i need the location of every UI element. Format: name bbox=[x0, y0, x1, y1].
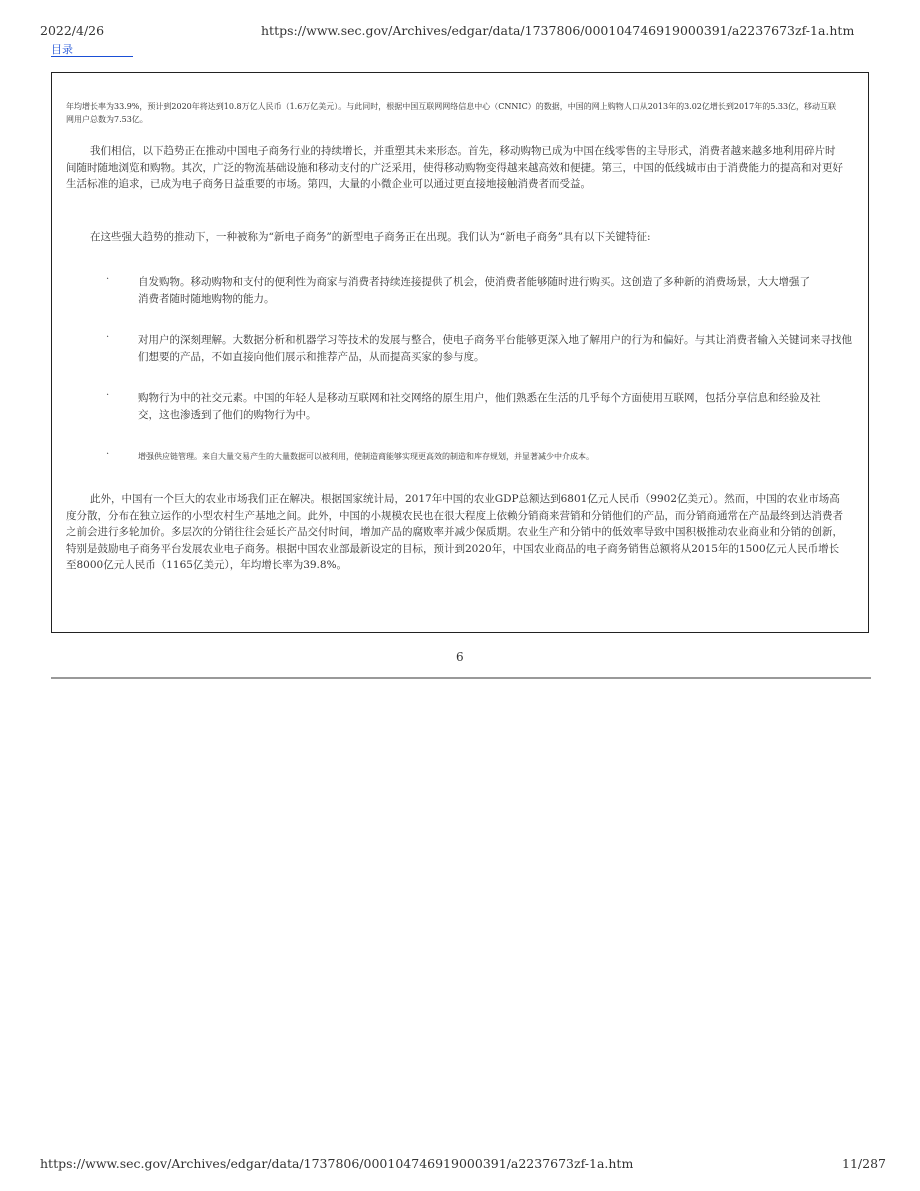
bullet-item: 增强供应链管理。来自大量交易产生的大量数据可以被利用，使制造商能够实现更高效的制造和库存规划，并显著减少中介成本。 bbox=[138, 452, 594, 461]
content-frame bbox=[51, 72, 869, 633]
bullet-item: 购物行为中的社交元素。中国的年轻人是移动互联网和社交网络的原生用户，他们熟悉在生活的几乎每个方面使用互联网，包括分享信息和经验及社交，这也渗透到了他们的购物行为中。 bbox=[138, 392, 821, 421]
bullet-item: 自发购物。移动购物和支付的便利性为商家与消费者持续连接提供了机会，使消费者能够随时进行购买。这创造了多种新的消费场景，大大增强了消费者随时随地购物的能力。 bbox=[138, 276, 810, 305]
toc-link[interactable]: 目录 bbox=[51, 44, 133, 57]
print-date: 2022/4/26 bbox=[40, 23, 105, 38]
paragraph-new-ecommerce: 在这些强大趋势的推动下，一种被称为“新电子商务”的新型电子商务正在出现。我们认为“新电子商务”具有以下关键特征: bbox=[90, 231, 651, 243]
page-number: 6 bbox=[456, 650, 464, 664]
footer-url: https://www.sec.gov/Archives/edgar/data/1737806/000104746919000391/a2237673zf-1a.htm bbox=[40, 1156, 634, 1171]
bullet-item: 对用户的深刻理解。大数据分析和机器学习等技术的发展与整合，使电子商务平台能够更深入地了解用户的行为和偏好。与其让消费者输入关键词来寻找他们想要的产品，不如直接向他们展示和推荐产品，从而提高买家的参与度。 bbox=[138, 334, 852, 363]
bullet-marker: · bbox=[106, 390, 110, 401]
bullet-marker: · bbox=[106, 274, 110, 285]
footer-page-count: 11/287 bbox=[842, 1156, 886, 1171]
page-divider bbox=[51, 677, 871, 679]
footnote-text: 年均增长率为33.9%，预计到2020年将达到10.8万亿人民币（1.6万亿美元）。与此同时，根据中国互联网网络信息中心（CNNIC）的数据，中国的网上购物人口从2013年的3.02亿增长到2017年的5.33亿，移动互联网用户总数为7.53亿。 bbox=[66, 102, 837, 124]
bullet-marker: · bbox=[106, 449, 110, 460]
bullet-marker: · bbox=[106, 332, 110, 343]
paragraph-trends: 我们相信，以下趋势正在推动中国电子商务行业的持续增长，并重塑其未来形态。首先，移动购物已成为中国在线零售的主导形式，消费者越来越多地利用碎片时间随时随地浏览和购物。其次，广泛的物流基础设施和移动支付的广泛采用，使得移动购物变得越来越高效和便捷。第三，中国的低线城市由于消费能力的提高和对更好生活标准的追求，已成为电子商务日益重要的市场。第四，大量的小微企业可以通过更直接地接触消费者而受益。 bbox=[66, 145, 843, 190]
print-url: https://www.sec.gov/Archives/edgar/data/1737806/000104746919000391/a2237673zf-1a.htm bbox=[261, 23, 855, 38]
paragraph-agriculture: 此外，中国有一个巨大的农业市场我们正在解决。根据国家统计局，2017年中国的农业GDP总额达到6801亿元人民币（9902亿美元）。然而，中国的农业市场高度分散，分布在独立运作的小型农村生产基地之间。此外，中国的小规模农民也在很大程度上依赖分销商来营销和分销他们的产品，而分销商通常在产品最终到达消费者之前会进行多轮加价。多层次的分销往往会延长产品交付时间，增加产品的腐败率并减少保质期。农业生产和分销中的低效率导致中国积极推动农业商业和分销的创新，特别是鼓励电子商务平台发展农业电子商务。根据中国农业部最新设定的目标，预计到2020年，中国农业商品的电子商务销售总额将从2015年的1500亿元人民币增长至8000亿元人民币（1165亿美元），年均增长率为39.8%。 bbox=[66, 493, 843, 571]
